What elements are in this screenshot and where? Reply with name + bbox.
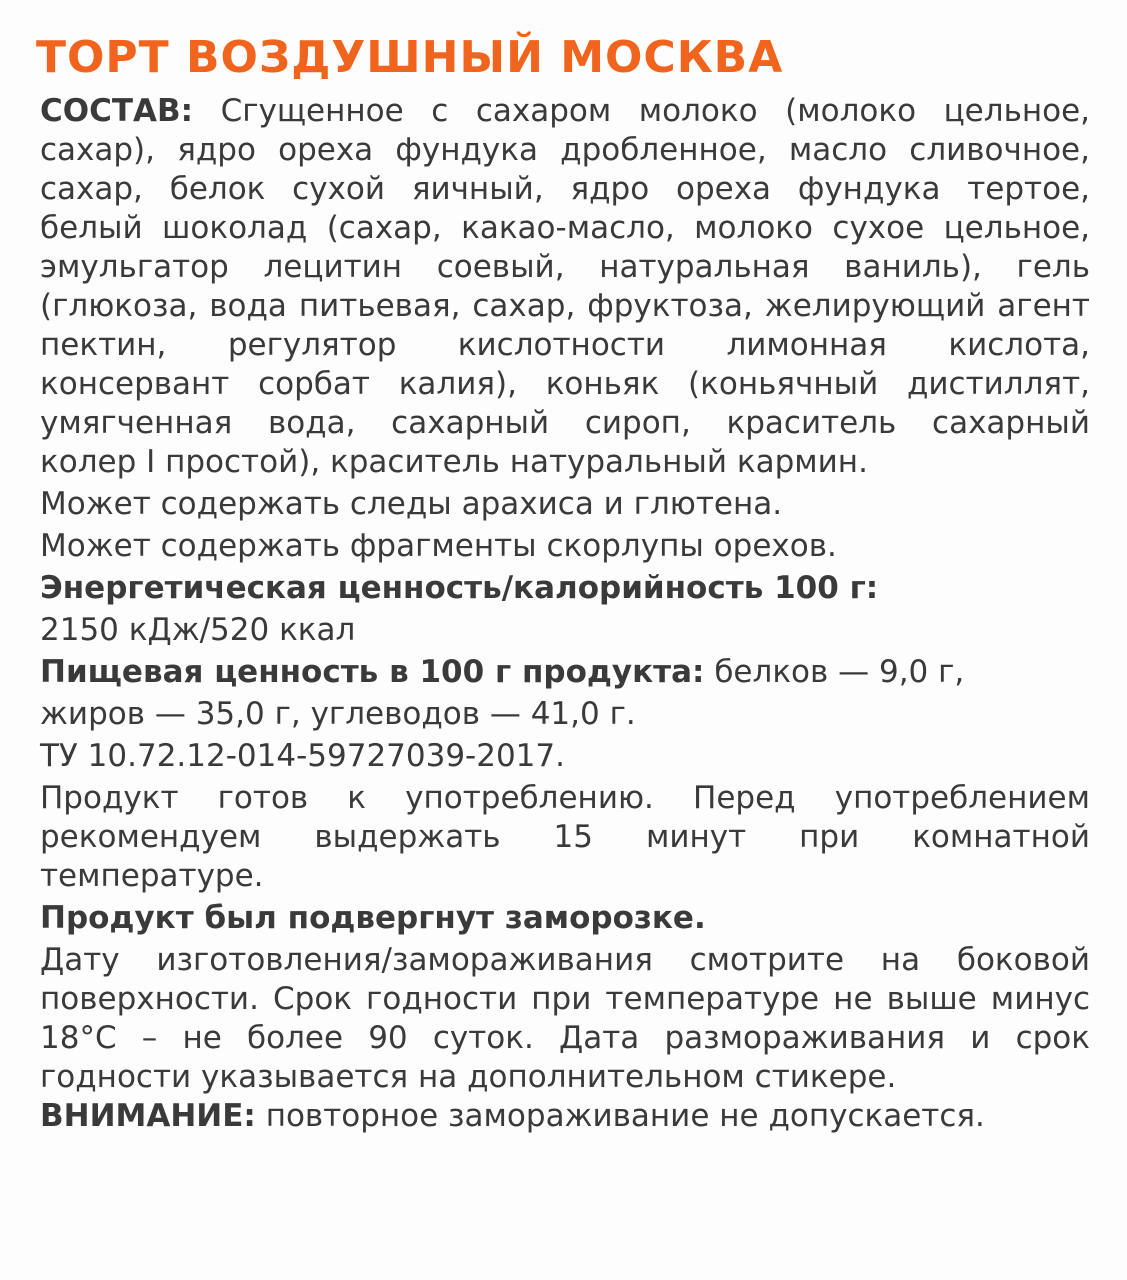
allergen-note: Может содержать фрагменты скорлупы орехов. xyxy=(40,528,837,564)
composition-line: умягченная вода, сахарный сироп, краситель сахарный xyxy=(40,405,1090,441)
energy-label: Энергетическая ценность/калорийность 100 г: xyxy=(40,570,879,606)
energy-value: 2150 кДж/520 ккал xyxy=(40,612,356,648)
nutrition-fats-carbs: жиров — 35,0 г, углеводов — 41,0 г. xyxy=(40,696,636,732)
warning-text: повторное замораживание не допускается. xyxy=(265,1098,985,1134)
allergen-note: Может содержать следы арахиса и глютена. xyxy=(40,486,783,522)
composition-line: консервант сорбат калия), коньяк (коньячный дистиллят, xyxy=(40,366,1090,402)
product-label xyxy=(36,28,1100,1136)
storage-line: годности указывается на дополнительном стикере. xyxy=(40,1059,897,1095)
composition-line: (глюкоза, вода питьевая, сахар, фруктоза, желирующий агент xyxy=(40,288,1090,324)
composition-line: пектин, регулятор кислотности лимонная кислота, xyxy=(40,327,1090,363)
warning-label: ВНИМАНИЕ: xyxy=(40,1098,256,1134)
storage-line: 18°С – не более 90 суток. Дата размораживания и срок xyxy=(40,1020,1090,1056)
composition-line: сахар), ядро ореха фундука дробленное, масло сливочное, xyxy=(40,132,1090,168)
composition-label: СОСТАВ: xyxy=(40,93,194,129)
usage-line: рекомендуем выдержать 15 минут при комнатной xyxy=(40,819,1090,855)
usage-line: температуре. xyxy=(40,858,264,894)
storage-line: поверхности. Срок годности при температуре не выше минус xyxy=(40,981,1090,1017)
product-title: ТОРТ ВОЗДУШНЫЙ МОСКВА xyxy=(36,32,784,83)
standard-code: ТУ 10.72.12-014-59727039-2017. xyxy=(40,738,565,774)
usage-line: Продукт готов к употреблению. Перед употреблением xyxy=(40,780,1090,816)
composition-line: эмульгатор лецитин соевый, натуральная ваниль), гель xyxy=(40,249,1090,285)
composition-line xyxy=(40,92,1090,131)
frozen-note: Продукт был подвергнут заморозке. xyxy=(40,900,706,936)
storage-line: Дату изготовления/замораживания смотрите на боковой xyxy=(40,942,1090,978)
composition-line: белый шоколад (сахар, какао-масло, молоко сухое цельное, xyxy=(40,210,1090,246)
composition-text: Сгущенное с сахаром молоко (молоко цельное, xyxy=(220,93,1090,129)
composition-line: колер I простой), краситель натуральный кармин. xyxy=(40,444,868,480)
warning-line xyxy=(40,1097,1100,1136)
nutrition-label: Пищевая ценность в 100 г продукта: xyxy=(40,654,705,690)
nutrition-line xyxy=(40,653,1100,692)
composition-line: сахар, белок сухой яичный, ядро ореха фундука тертое, xyxy=(40,171,1090,207)
nutrition-protein: белков — 9,0 г, xyxy=(714,654,965,690)
